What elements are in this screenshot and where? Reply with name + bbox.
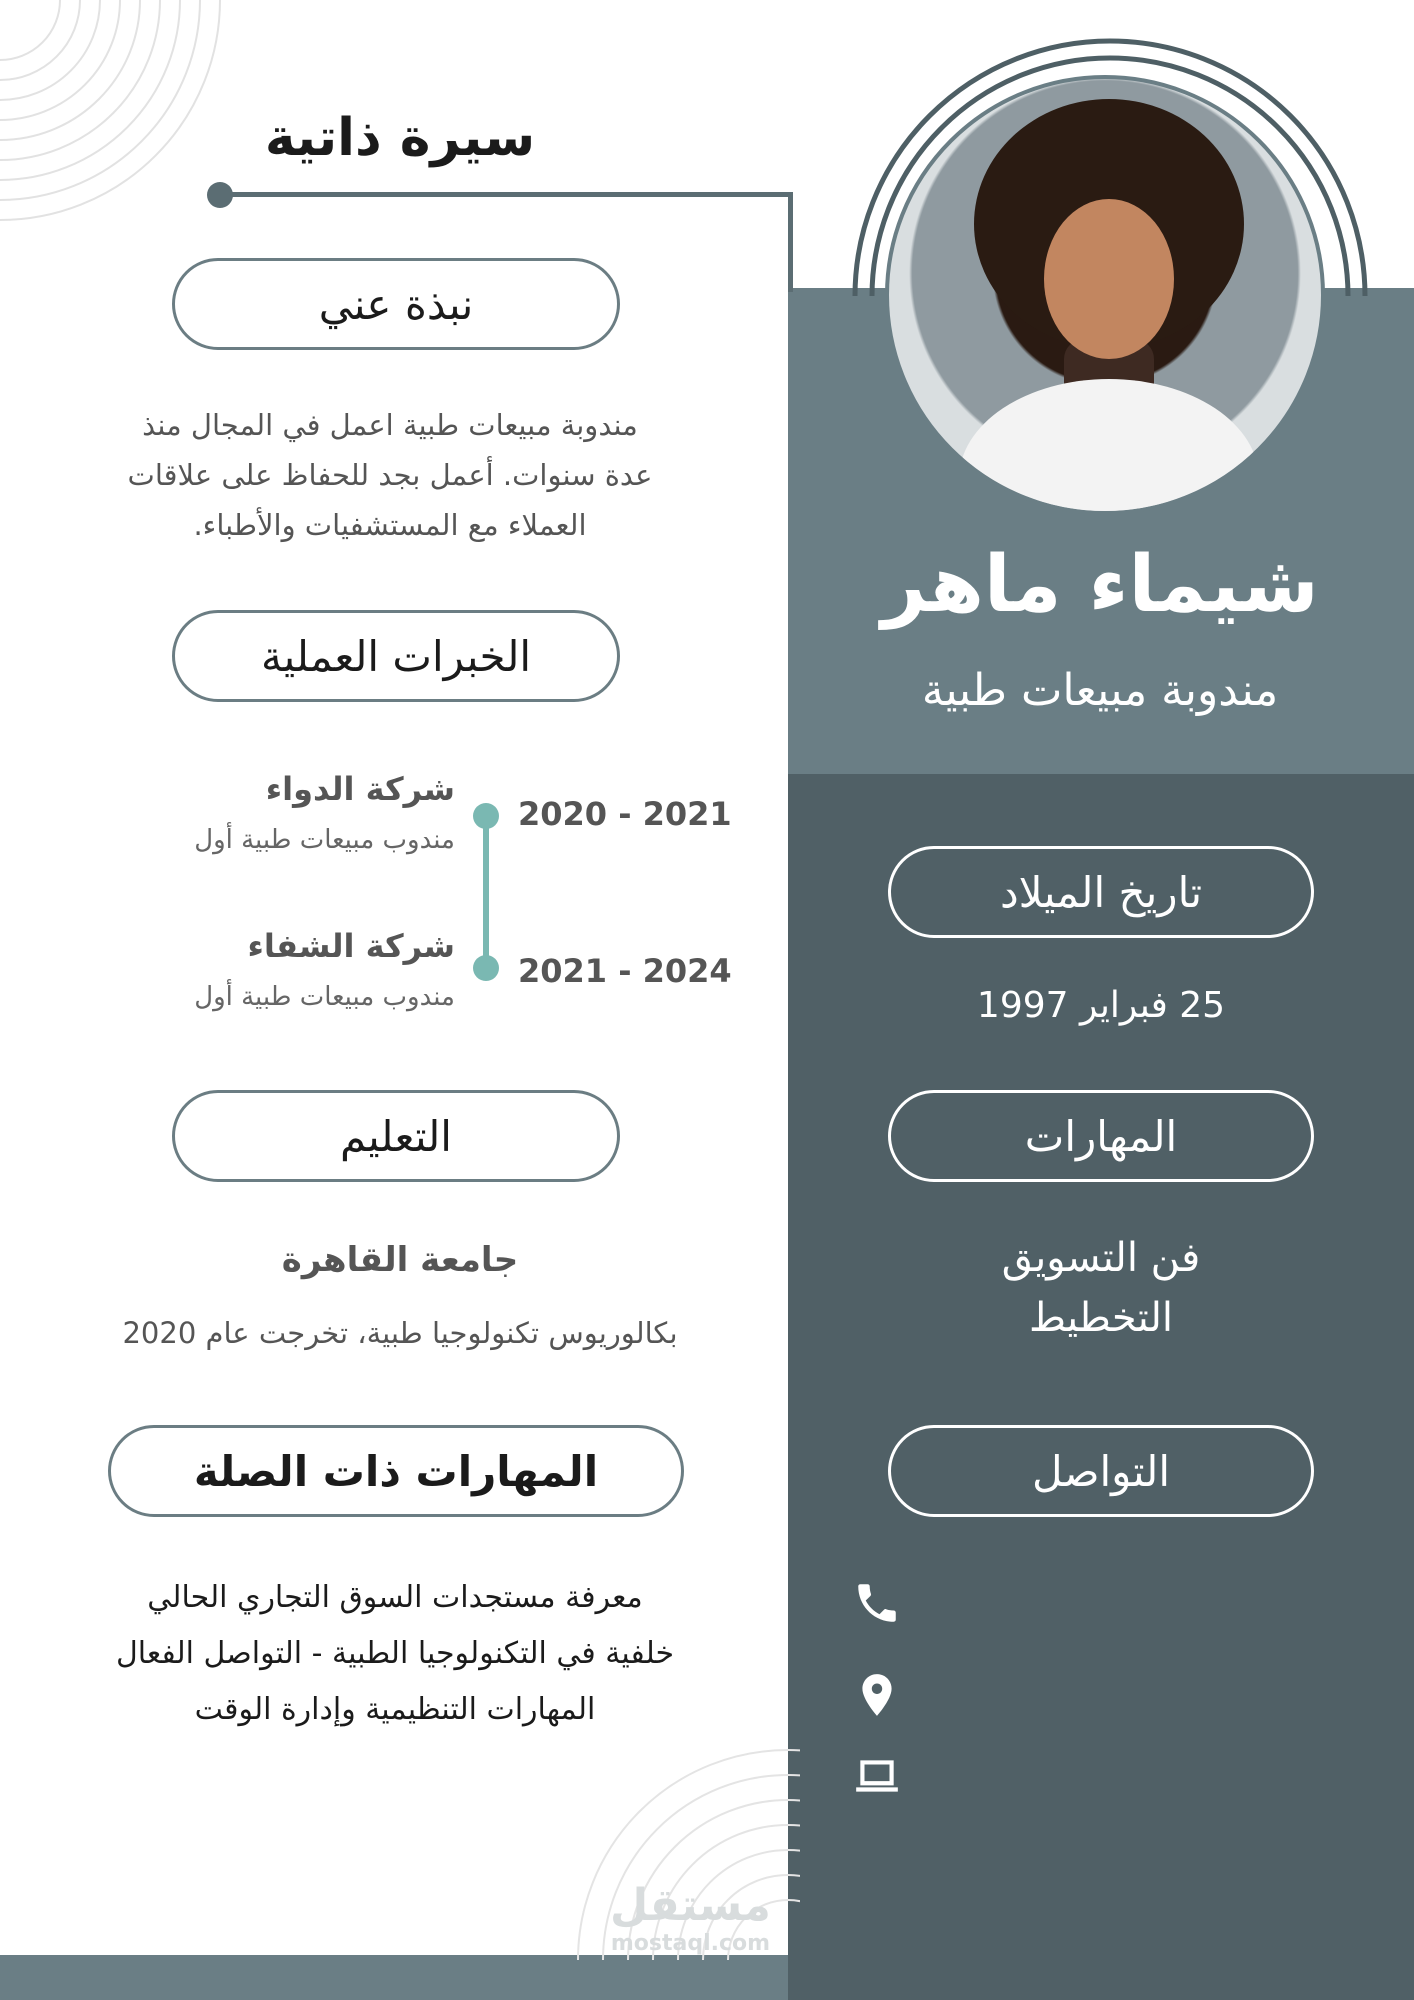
related-skill-line: خلفية في التكنولوجيا الطبية - التواصل الفعال — [115, 1636, 675, 1671]
timeline-dot — [473, 955, 499, 981]
skill-item: فن التسويق — [1001, 1235, 1201, 1281]
page-title: سيرة ذاتية — [264, 108, 536, 168]
related-skills-heading-label: المهارات ذات الصلة — [193, 1446, 599, 1496]
related-skills-heading — [108, 1425, 684, 1517]
profile-job-title: مندوبة مبيعات طبية — [921, 665, 1279, 716]
contact-heading — [888, 1425, 1314, 1517]
laptop-icon — [852, 1752, 902, 1802]
skill-item: التخطيط — [1028, 1295, 1174, 1341]
title-connector-dot — [207, 182, 233, 208]
experience-role: مندوب مبيعات طبية أول — [194, 825, 455, 855]
skills-heading-label: المهارات — [1024, 1111, 1178, 1161]
title-connector-line-vertical — [788, 192, 793, 292]
info-panel — [788, 774, 1414, 2000]
skills-heading — [888, 1090, 1314, 1182]
profile-photo — [885, 75, 1325, 515]
about-line: عدة سنوات. أعمل بجد للحفاظ على علاقات — [127, 458, 653, 492]
related-skills-text — [40, 1570, 750, 1738]
profile-name: شيماء ماهر — [881, 540, 1319, 630]
photo-face — [1044, 199, 1174, 359]
education-university: جامعة القاهرة — [281, 1240, 519, 1280]
photo-shirt — [959, 379, 1259, 515]
about-heading-label: نبذة عني — [318, 279, 474, 329]
about-line: مندوبة مبيعات طبية اعمل في المجال منذ — [142, 408, 638, 442]
education-degree: بكالوريوس تكنولوجيا طبية، تخرجت عام 2020 — [122, 1316, 678, 1350]
timeline-dot — [473, 803, 499, 829]
experience-years: 2020 - 2021 — [518, 795, 732, 833]
experience-company: شركة الدواء — [265, 770, 455, 808]
experience-role: مندوب مبيعات طبية أول — [194, 982, 455, 1012]
experience-years: 2021 - 2024 — [518, 952, 732, 990]
about-line: العملاء مع المستشفيات والأطباء. — [193, 508, 587, 542]
birth-heading-label: تاريخ الميلاد — [999, 867, 1203, 917]
contact-heading-label: التواصل — [1032, 1446, 1170, 1496]
decorative-arcs-top — [0, 0, 230, 240]
footer-bar — [0, 1955, 788, 2000]
about-text — [60, 400, 720, 550]
phone-icon — [852, 1578, 902, 1628]
experience-heading — [172, 610, 620, 702]
title-connector-line — [220, 192, 792, 197]
watermark — [610, 1880, 771, 1956]
experience-company: شركة الشفاء — [247, 927, 455, 965]
related-skill-line: معرفة مستجدات السوق التجاري الحالي — [147, 1580, 643, 1615]
watermark-subtext: mostaql.com — [610, 1931, 771, 1956]
education-heading-label: التعليم — [340, 1111, 452, 1161]
related-skill-line: المهارات التنظيمية وإدارة الوقت — [194, 1692, 596, 1727]
education-heading — [172, 1090, 620, 1182]
birth-heading — [888, 846, 1314, 938]
experience-heading-label: الخبرات العملية — [260, 631, 532, 681]
birth-date: 25 فبراير 1997 — [976, 985, 1226, 1026]
experience-timeline — [483, 815, 489, 967]
watermark-text: مستقل — [610, 1880, 771, 1931]
about-heading — [172, 258, 620, 350]
location-pin-icon — [852, 1670, 902, 1720]
